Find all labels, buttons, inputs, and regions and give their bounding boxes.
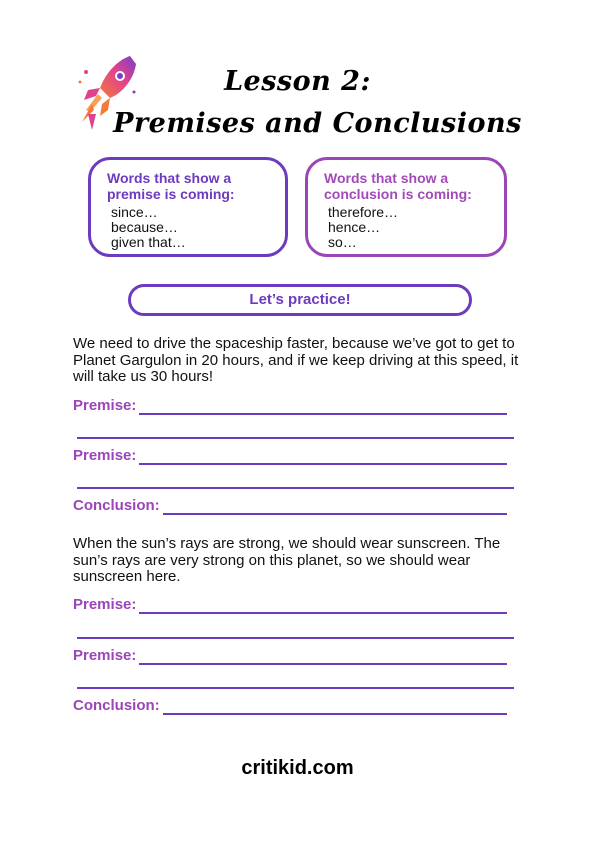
conclusion-answer-row[interactable] <box>73 697 507 715</box>
exercise-passage: When the sun’s rays are strong, we should wear sunscreen. The sun’s rays are very strong on this planet, so we should wear sunscreen here. <box>73 535 501 585</box>
lesson-title: Lesson 2: <box>224 66 371 97</box>
conclusion-answer-line[interactable] <box>163 501 507 515</box>
conclusion-label: Conclusion: <box>73 697 160 714</box>
conclusion-label: Conclusion: <box>73 497 160 514</box>
conclusion-word: therefore… <box>328 204 399 220</box>
premise-answer-line[interactable] <box>139 651 507 665</box>
premise-answer-line[interactable] <box>139 600 507 614</box>
premise-continuation-line[interactable] <box>77 437 514 439</box>
exercise-passage: We need to drive the spaceship faster, because we’ve got to get to Planet Gargulon in 20 hours, and if we keep driving at this speed, it will take us 30 hours! <box>73 335 519 385</box>
conclusion-word: so… <box>328 234 357 250</box>
premise-answer-row[interactable] <box>73 596 507 614</box>
conclusion-box-heading: Words that show a conclusion is coming: <box>324 170 472 202</box>
conclusion-words-box <box>305 157 507 257</box>
premise-box-heading: Words that show a premise is coming: <box>107 170 235 202</box>
premise-continuation-line[interactable] <box>77 487 514 489</box>
premise-word: since… <box>111 204 158 220</box>
premise-continuation-line[interactable] <box>77 687 514 689</box>
premise-answer-line[interactable] <box>139 401 507 415</box>
premise-answer-row[interactable] <box>73 397 507 415</box>
lesson-subtitle: Premises and Conclusions <box>113 108 522 139</box>
premise-label: Premise: <box>73 397 137 414</box>
premise-continuation-line[interactable] <box>77 637 514 639</box>
premise-answer-line[interactable] <box>139 451 507 465</box>
premise-answer-row[interactable] <box>73 647 507 665</box>
conclusion-word: hence… <box>328 219 381 235</box>
premise-word: given that… <box>111 234 186 250</box>
premise-words-box <box>88 157 288 257</box>
conclusion-answer-row[interactable] <box>73 497 507 515</box>
premise-label: Premise: <box>73 647 137 664</box>
conclusion-answer-line[interactable] <box>163 701 507 715</box>
footer-website: critikid.com <box>241 757 354 779</box>
premise-answer-row[interactable] <box>73 447 507 465</box>
premise-word: because… <box>111 219 178 235</box>
practice-banner: Let’s practice! <box>128 284 472 316</box>
premise-label: Premise: <box>73 447 137 464</box>
premise-label: Premise: <box>73 596 137 613</box>
